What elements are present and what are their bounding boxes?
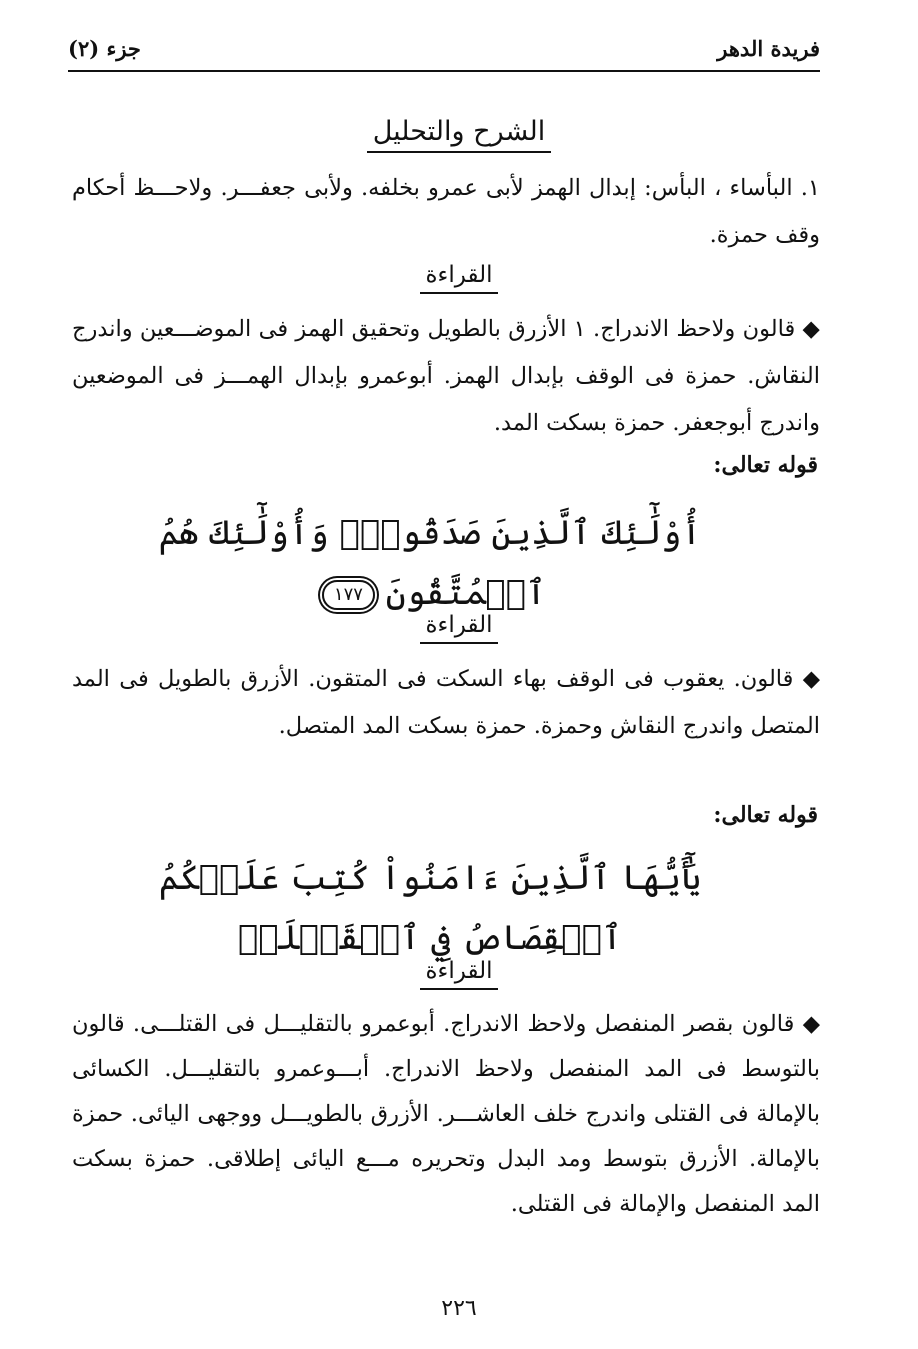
page-header — [68, 34, 820, 72]
page-number: ٢٢٦ — [441, 1296, 477, 1321]
verse-1: أُوْلَٰٓئِكَ ٱلَّذِينَ صَدَقُواْۖ وَأُوْلَٰٓئِكَ هُمُ ٱلۡمُتَّقُونَ ١٧٧ — [158, 513, 702, 613]
part-label: جزء (٢) — [68, 36, 141, 61]
reading-title-2: القراءة — [0, 612, 918, 644]
qawluhu-label-2: قوله تعالى: — [713, 802, 818, 828]
reading-title-3: القراءة — [0, 958, 918, 990]
reading-text-1: ◆ قالون ولاحظ الاندراج. ١ الأزرق بالطويل وتحقيق الهمز فى الموضـــعين واندرج النقاش. حمزة فى الوقف بإبدال الهمز. أبوعمرو بإبدال الهمـــز فى الموضعين واندرج أبوجعفر. حمزة بسكت المد. — [72, 316, 820, 436]
qawluhu-label-1: قوله تعالى: — [713, 452, 818, 478]
reading-text-2: ◆ قالون. يعقوب فى الوقف بهاء السكت فى المتقون. الأزرق بالطويل فى المد المتصل واندرج النقاش وحمزة. حمزة بسكت المد المتصل. — [72, 666, 820, 739]
commentary-title: الشرح والتحليل — [0, 116, 918, 153]
reading-title-1: القراءة — [0, 262, 918, 294]
ayah-number-marker: ١٧٧ — [322, 580, 375, 610]
book-title: فريدة الدهر — [717, 36, 820, 61]
reading-text-3: ◆ قالون بقصر المنفصل ولاحظ الاندراج. أبوعمرو بالتقليـــل فى القتلـــى. قالون بالتوسط فى المد المنفصل ولاحظ الاندراج. أبـــوعمرو بالتقليـــل. الكسائى بالإمالة فى القتلى واندرج خلف العاشـــر. الأزرق بالطويـــل ووجهى اليائى. حمزة بالإمالة. الأزرق بتوسط ومد البدل وتحريره مـــع اليائى إطلاقى. حمزة بسكت المد المنفصل والإمالة فى القتلى. — [72, 1011, 820, 1217]
verse-2: يَٰٓأَيُّهَا ٱلَّذِينَ ءَامَنُواْ كُتِبَ عَلَيۡكُمُ ٱلۡقِصَاصُ فِي ٱلۡقَتۡلَىۖ — [158, 858, 702, 958]
commentary-text: ١. البأساء ، البأس: إبدال الهمز لأبى عمرو بخلفه. ولأبى جعفـــر. ولاحـــظ أحكام وقف حمزة. — [72, 175, 820, 248]
